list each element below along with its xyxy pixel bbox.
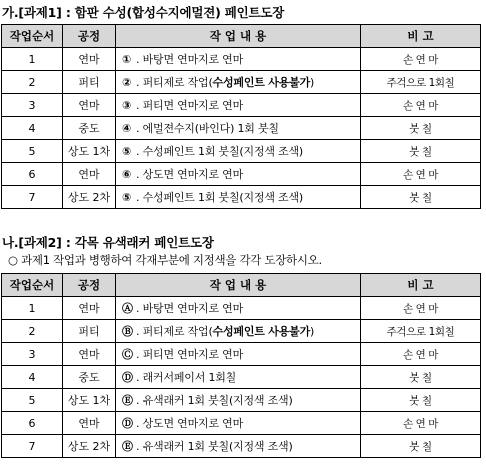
step-cell: 3 [2, 343, 63, 366]
header-work: 작 업 내 용 [116, 25, 361, 48]
process-cell: 상도 2차 [63, 186, 116, 209]
process-cell: 연마 [63, 94, 116, 117]
table-row [2, 140, 481, 163]
table-row [2, 320, 481, 343]
work-text: . 바탕면 연마지로 연마 [136, 53, 244, 66]
header-step: 작업순서 [2, 25, 63, 48]
table-row [2, 186, 481, 209]
table-row [2, 117, 481, 140]
process-cell: 퍼티 [63, 71, 116, 94]
step-cell: 7 [2, 186, 63, 209]
table-row [2, 343, 481, 366]
work-cell [116, 297, 361, 320]
note-cell: 손 연 마 [361, 163, 481, 186]
process-cell: 연마 [63, 48, 116, 71]
process-cell: 상도 1차 [63, 140, 116, 163]
table-row [2, 297, 481, 320]
step-cell: 4 [2, 366, 63, 389]
step-cell: 5 [2, 140, 63, 163]
work-cell [116, 117, 361, 140]
work-cell [116, 389, 361, 412]
table-row [2, 389, 481, 412]
header-step: 작업순서 [2, 274, 63, 297]
work-cell [116, 435, 361, 458]
process-cell: 연마 [63, 297, 116, 320]
step-cell: 2 [2, 71, 63, 94]
section1-table [1, 24, 481, 209]
process-cell: 연마 [63, 343, 116, 366]
note-cell: 붓 칠 [361, 117, 481, 140]
table-row [2, 366, 481, 389]
step-cell: 2 [2, 320, 63, 343]
work-text: . 퍼티면 연마지로 연마 [136, 348, 244, 361]
step-marker: ⑥ [122, 168, 132, 181]
table-row [2, 163, 481, 186]
note-cell: 손 연 마 [361, 48, 481, 71]
note-cell: 손 연 마 [361, 94, 481, 117]
table-row [2, 412, 481, 435]
work-text: . 유색래커 1회 붓칠(지정색 조색) [136, 394, 293, 407]
section1-header-row [2, 25, 481, 48]
process-cell: 연마 [63, 412, 116, 435]
step-marker: ⑤ [122, 145, 132, 158]
process-cell: 상도 2차 [63, 435, 116, 458]
work-text: . 유색래커 1회 붓칠(지정색 조색) [136, 440, 293, 453]
process-cell: 중도 [63, 117, 116, 140]
note-cell: 주걱으로 1회칠 [361, 320, 481, 343]
note-cell: 붓 칠 [361, 140, 481, 163]
step-cell: 6 [2, 412, 63, 435]
step-marker: ① [122, 53, 132, 66]
work-text: . 퍼티면 연마지로 연마 [136, 99, 244, 112]
step-marker: ④ [122, 122, 132, 135]
work-cell [116, 48, 361, 71]
note-cell: 주걱으로 1회칠 [361, 71, 481, 94]
header-process: 공정 [63, 274, 116, 297]
process-cell: 상도 1차 [63, 389, 116, 412]
step-cell: 6 [2, 163, 63, 186]
section2-title: 나.[과제2] : 각목 유색래커 페인트도장 [2, 235, 214, 250]
work-cell [116, 186, 361, 209]
work-text: . 에멀젼수지(바인다) 1회 붓칠 [136, 122, 279, 135]
step-cell: 3 [2, 94, 63, 117]
work-text: . 퍼티제로 작업( [136, 325, 213, 338]
section2-header-row [2, 274, 481, 297]
table-row [2, 48, 481, 71]
work-text-end: ) [310, 325, 315, 338]
note-cell: 붓 칠 [361, 389, 481, 412]
work-cell [116, 94, 361, 117]
step-cell: 7 [2, 435, 63, 458]
work-text: . 래커서페이서 1회칠 [136, 371, 237, 384]
work-cell [116, 71, 361, 94]
work-text-emphasis: 수성페인트 사용불가 [212, 76, 311, 89]
step-cell: 4 [2, 117, 63, 140]
work-cell [116, 140, 361, 163]
step-marker: Ⓐ [122, 302, 133, 315]
process-cell: 퍼티 [63, 320, 116, 343]
process-cell: 연마 [63, 163, 116, 186]
header-note: 비 고 [361, 25, 481, 48]
step-cell: 1 [2, 297, 63, 320]
work-cell [116, 163, 361, 186]
work-text: . 바탕면 연마지로 연마 [136, 302, 244, 315]
section2-table [1, 273, 481, 458]
step-marker: ⑤ [122, 191, 132, 204]
note-cell: 손 연 마 [361, 412, 481, 435]
work-text-end: ) [310, 76, 315, 89]
work-cell [116, 343, 361, 366]
step-marker: Ⓓ [122, 371, 133, 384]
header-process: 공정 [63, 25, 116, 48]
table-row [2, 71, 481, 94]
step-cell: 5 [2, 389, 63, 412]
table-row [2, 435, 481, 458]
work-cell [116, 366, 361, 389]
note-cell: 붓 칠 [361, 186, 481, 209]
step-marker: Ⓔ [122, 394, 133, 407]
work-text: . 상도면 연마지로 연마 [136, 168, 244, 181]
step-marker: Ⓔ [122, 440, 133, 453]
work-text: . 상도면 연마지로 연마 [136, 417, 244, 430]
note-cell: 손 연 마 [361, 343, 481, 366]
step-marker: Ⓒ [122, 348, 133, 361]
work-text: . 수성페인트 1회 붓칠(지정색 조색) [136, 145, 304, 158]
step-marker: Ⓓ [122, 417, 133, 430]
work-text-emphasis: 수성페인트 사용불가 [212, 325, 311, 338]
header-note: 비 고 [361, 274, 481, 297]
section2-note: ○ 과제1 작업과 병행하여 각재부분에 지정색을 각각 도장하시오. [8, 253, 322, 267]
process-cell: 중도 [63, 366, 116, 389]
step-marker: ③ [122, 99, 132, 112]
step-cell: 1 [2, 48, 63, 71]
note-cell: 붓 칠 [361, 435, 481, 458]
work-cell [116, 320, 361, 343]
note-cell: 손 연 마 [361, 297, 481, 320]
table-row [2, 94, 481, 117]
section1-title: 가.[과제1] : 함판 수성(합성수지에멀젼) 페인트도장 [2, 5, 285, 20]
step-marker: ② [122, 76, 132, 89]
work-text: . 수성페인트 1회 붓칠(지정색 조색) [136, 191, 304, 204]
header-work: 작 업 내 용 [116, 274, 361, 297]
note-cell: 붓 칠 [361, 366, 481, 389]
work-text: . 퍼티제로 작업( [136, 76, 213, 89]
step-marker: Ⓑ [122, 325, 133, 338]
work-cell [116, 412, 361, 435]
